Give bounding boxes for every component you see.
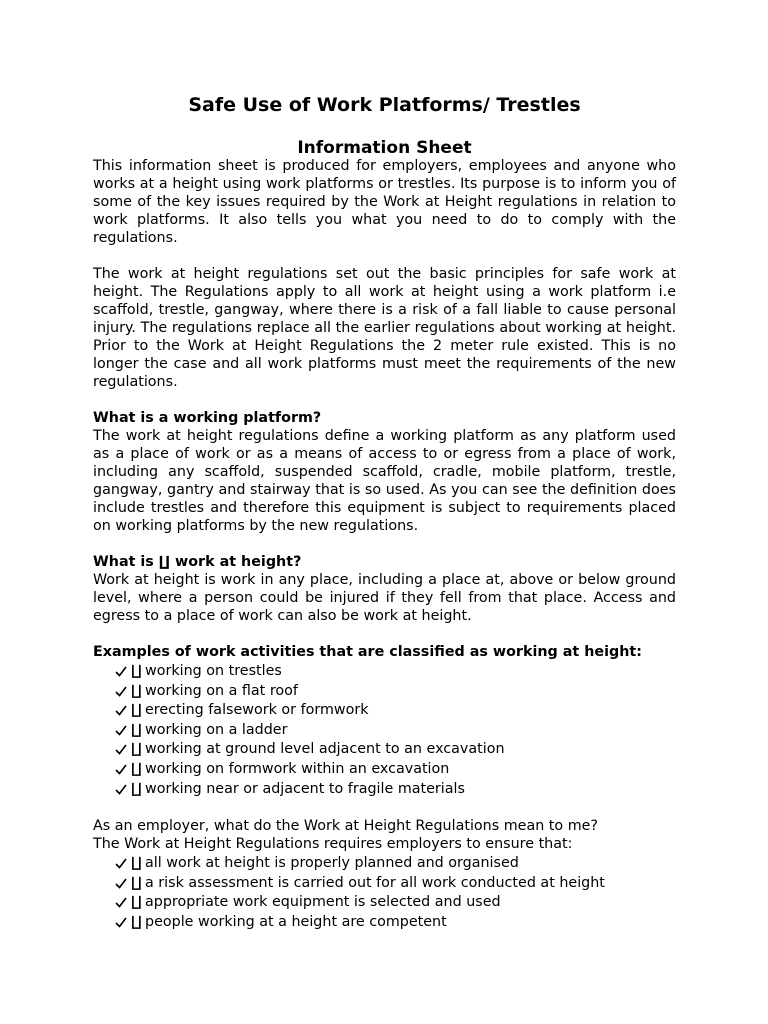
working-platform-heading: What is a working platform? xyxy=(93,410,322,426)
bullet-glyph: ∐ xyxy=(131,760,142,777)
list-item xyxy=(93,854,676,874)
checkmark-icon xyxy=(115,893,127,913)
checkmark-icon xyxy=(115,913,127,933)
list-item-text: all work at height is properly planned and organised xyxy=(145,855,519,872)
document-title: Safe Use of Work Platforms/ Trestles xyxy=(188,94,581,116)
regulations-paragraph: The work at height regulations set out the basic principles for safe work at height. The Regulations apply to all work at height using a work platform i.e scaffold, trestle, gangway, where there is a risk of a fall liable to cause personal injury. The regulations replace all the earlier regulations about working at height. Prior to the Work at Height Regulations the 2 meter rule existed. This is no longer the case and all work platforms must meet the requirements of the new regulations. xyxy=(93,266,676,390)
examples-list xyxy=(93,662,676,799)
bullet-glyph: ∐ xyxy=(131,913,142,930)
bullet-glyph: ∐ xyxy=(131,741,142,758)
list-item-text: erecting falsework or formwork xyxy=(145,702,369,719)
employer-lead: The Work at Height Regulations requires employers to ensure that: xyxy=(93,836,573,853)
list-item xyxy=(93,701,676,721)
list-item-text: a risk assessment is carried out for all work conducted at height xyxy=(145,874,605,891)
checkmark-icon xyxy=(115,780,127,800)
bullet-glyph: ∐ xyxy=(131,663,142,679)
list-item xyxy=(93,874,676,894)
list-item xyxy=(93,740,676,760)
list-item-text: working on a flat roof xyxy=(145,682,298,699)
list-item xyxy=(93,780,676,800)
employer-duties-list xyxy=(93,854,676,932)
bullet-glyph: ∐ xyxy=(131,702,142,719)
list-item-text: working on a ladder xyxy=(145,721,288,738)
list-item xyxy=(93,893,676,913)
work-at-height-heading: What is ∐ work at height? xyxy=(93,554,302,570)
list-item-text: working near or adjacent to fragile materials xyxy=(145,780,465,797)
bullet-glyph: ∐ xyxy=(131,682,142,699)
checkmark-icon xyxy=(115,760,127,780)
examples-heading: Examples of work activities that are classified as working at height: xyxy=(93,644,642,660)
list-item xyxy=(93,682,676,702)
checkmark-icon xyxy=(115,721,127,741)
list-item xyxy=(93,760,676,780)
list-item-text: working on trestles xyxy=(145,663,282,679)
list-item-text: appropriate work equipment is selected and used xyxy=(145,894,501,911)
list-item xyxy=(93,721,676,741)
document-subtitle: Information Sheet xyxy=(297,138,472,158)
list-item-text: people working at a height are competent xyxy=(145,913,447,930)
bullet-glyph: ∐ xyxy=(131,780,142,797)
checkmark-icon xyxy=(115,854,127,874)
list-item xyxy=(93,662,676,682)
intro-paragraph: This information sheet is produced for employers, employees and anyone who works at a height using work platforms or trestles. Its purpose is to inform you of some of the key issues required by the Work at Height regulations in relation to work platforms. It also tells you what you need to do to comply with the regulations. xyxy=(93,158,676,246)
employer-question: As an employer, what do the Work at Height Regulations mean to me? xyxy=(93,818,599,835)
list-item-text: working on formwork within an excavation xyxy=(145,760,450,777)
bullet-glyph: ∐ xyxy=(131,721,142,738)
bullet-glyph: ∐ xyxy=(131,894,142,911)
working-platform-paragraph: The work at height regulations define a working platform as any platform used as a place of work or as a means of access to or egress from a place of work, including any scaffold, suspended scaffold, cradle, mobile platform, trestle, gangway, gantry and stairway that is so used. As you can see the definition does include trestles and therefore this equipment is subject to requirements placed on working platforms by the new regulations. xyxy=(93,428,676,534)
bullet-glyph: ∐ xyxy=(131,855,142,872)
checkmark-icon xyxy=(115,740,127,760)
document-body xyxy=(93,157,676,933)
list-item-text: working at ground level adjacent to an excavation xyxy=(145,741,505,758)
bullet-glyph: ∐ xyxy=(131,874,142,891)
work-at-height-paragraph: Work at height is work in any place, including a place at, above or below ground level, where a person could be injured if they fell from that place. Access and egress to a place of work can also be work at height. xyxy=(93,572,676,624)
checkmark-icon xyxy=(115,701,127,721)
list-item xyxy=(93,913,676,933)
checkmark-icon xyxy=(115,662,127,682)
checkmark-icon xyxy=(115,682,127,702)
checkmark-icon xyxy=(115,874,127,894)
